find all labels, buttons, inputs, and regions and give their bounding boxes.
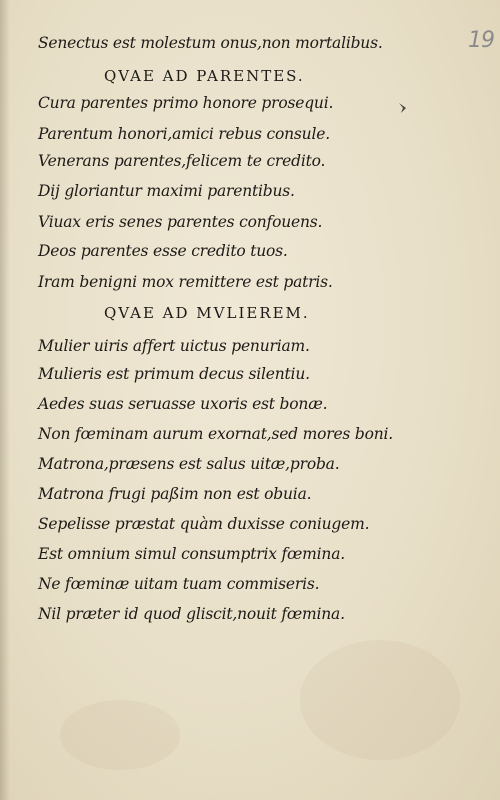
verse-line: Matrona,præsens est salus uitæ,proba. <box>38 455 340 473</box>
verse-line: Parentum honori,amici rebus consule. <box>38 125 330 143</box>
verse-line: Mulieris est primum decus silentiu. <box>38 365 310 383</box>
verse-line: Viuax eris senes parentes confouens. <box>38 213 323 231</box>
verse-line: Iram benigni mox remittere est patris. <box>38 273 333 291</box>
verse-line: Aedes suas seruasse uxoris est bonæ. <box>38 395 328 413</box>
verse-line: Deos parentes esse credito tuos. <box>38 242 288 260</box>
verse-line: Dij gloriantur maximi parentibus. <box>38 182 295 200</box>
section-heading-parents: QVAE AD PARENTES. <box>104 67 305 85</box>
top-line: Senectus est molestum onus,non mortalibus. <box>38 34 383 52</box>
section-heading-woman: QVAE AD MVLIEREM. <box>104 304 310 322</box>
verse-line: Venerans parentes,felicem te credito. <box>38 152 326 170</box>
gutter-shadow <box>0 0 10 800</box>
verse-line: Non fœminam aurum exornat,sed mores boni. <box>38 425 394 443</box>
ink-mark <box>398 102 407 114</box>
verse-line: Nil præter id quod gliscit,nouit fœmina. <box>38 605 345 623</box>
paper-stain <box>60 700 180 770</box>
verse-line: Est omnium simul consumptrix fœmina. <box>38 545 345 563</box>
verse-line: Ne fœminæ uitam tuam commiseris. <box>38 575 320 593</box>
verse-line: Sepelisse præstat quàm duxisse coniugem. <box>38 515 370 533</box>
verse-line: Mulier uiris affert uictus penuriam. <box>38 337 310 355</box>
verse-line: Cura parentes primo honore prosequi. <box>38 94 334 112</box>
paper-stain <box>300 640 460 760</box>
verse-line: Matrona frugi paßim non est obuia. <box>38 485 312 503</box>
page-number: 19 <box>468 28 494 53</box>
